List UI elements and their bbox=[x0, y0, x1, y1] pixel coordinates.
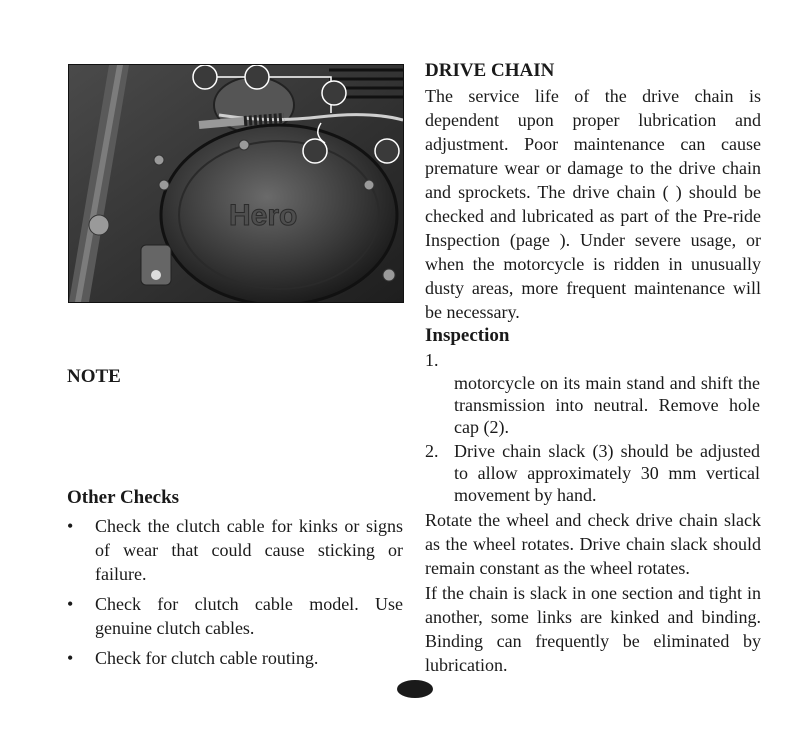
callout-circle-1 bbox=[193, 65, 217, 89]
step-1-text: motorcycle on its main stand and shift the transmission into neutral. Remove hole cap (2). bbox=[454, 373, 760, 437]
engine-illustration bbox=[69, 65, 403, 302]
other-checks-heading: Other Checks bbox=[67, 487, 180, 508]
drive-chain-paragraph: The service life of the drive chain is dependent upon proper lubrication and adjustment. Poor maintenance can cause premature wear or damage to the drive chain and sprockets. The drive chain ( ) should be checked and lubricated as part of the Pre-ride Inspection (page ). Under severe usage, or when the motorcycle is ridden in unusually dusty areas, more frequent maintenance will be necessary. bbox=[425, 86, 761, 322]
bullet-icon: • bbox=[67, 516, 74, 536]
list-item bbox=[67, 646, 403, 670]
bullet-icon: • bbox=[67, 648, 74, 668]
bullet-icon: • bbox=[67, 594, 74, 614]
callout-circle-3 bbox=[322, 81, 346, 105]
drive-chain-heading: DRIVE CHAIN bbox=[425, 60, 555, 81]
engine-logo: Hero bbox=[229, 199, 298, 232]
note-heading: NOTE bbox=[67, 366, 121, 387]
rotate-wheel-paragraph: Rotate the wheel and check drive chain slack as the wheel rotates. Drive chain slack should remain constant as the wheel rotates. bbox=[425, 510, 761, 578]
step-1-number: 1. bbox=[425, 350, 439, 370]
list-item-text: Check for clutch cable model. Use genuine clutch cables. bbox=[95, 594, 403, 638]
engine-photo bbox=[68, 64, 404, 303]
page-number-badge bbox=[397, 680, 433, 698]
binding-paragraph: If the chain is slack in one section and tight in another, some links are kinked and binding. Binding can frequently be eliminated by lubrication. bbox=[425, 583, 761, 675]
callout-circle-2 bbox=[245, 65, 269, 89]
callout-circle-5 bbox=[375, 139, 399, 163]
other-checks-list bbox=[67, 514, 403, 676]
step-2-text: Drive chain slack (3) should be adjusted to allow approximately 30 mm vertical movement by hand. bbox=[454, 441, 760, 505]
list-item-text: Check for clutch cable routing. bbox=[95, 648, 319, 668]
inspection-heading: Inspection bbox=[425, 325, 510, 346]
list-item bbox=[67, 514, 403, 586]
step-2-number: 2. bbox=[425, 441, 439, 461]
list-item-text: Check the clutch cable for kinks or signs of wear that could cause sticking or failure. bbox=[95, 516, 403, 584]
list-item bbox=[67, 592, 403, 640]
